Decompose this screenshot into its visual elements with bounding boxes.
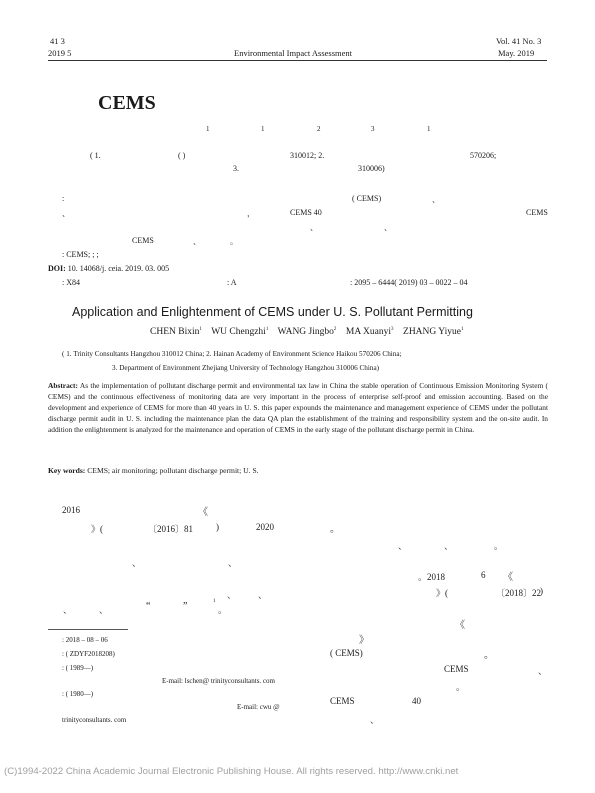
body-text: ” xyxy=(183,601,188,612)
cn-abstract-text: CEMS 40 xyxy=(290,208,322,217)
header-date: May. 2019 xyxy=(498,48,535,58)
body-text: 、 xyxy=(370,715,380,725)
cn-abstract-text: 、 xyxy=(62,209,70,218)
header-volume: Vol. 41 No. 3 xyxy=(496,36,542,46)
body-text: 〔2018〕22 xyxy=(496,588,542,598)
body-text: 《 xyxy=(455,620,465,631)
cn-affil-text: 570206; xyxy=(470,151,497,160)
body-text: ) xyxy=(540,586,543,596)
cn-abstract-text: 、 xyxy=(193,237,201,246)
footnote-email2: E-mail: cwu @ xyxy=(237,703,280,711)
body-text: 〔2016〕81 xyxy=(148,524,194,534)
en-author-mark: 1 xyxy=(199,327,202,332)
cn-affil-text: ( 1. xyxy=(90,151,101,160)
doi-value: 10. 14068/j. ceia. 2019. 03. 005 xyxy=(67,264,170,273)
body-text: 》( xyxy=(91,524,103,534)
en-abstract xyxy=(48,380,548,435)
en-title: Application and Enlightenment of CEMS under U. S. Pollutant Permitting xyxy=(72,305,473,319)
cn-keywords: : CEMS; ; ; xyxy=(62,250,99,259)
body-text: 、 xyxy=(227,590,237,600)
body-text: 、 xyxy=(99,605,109,615)
cn-abstract-text: ， xyxy=(247,209,255,218)
footnote-email2-cont: trinityconsultants. com xyxy=(62,716,127,724)
en-affil-line1: ( 1. Trinity Consultants Hangzhou 310012 China; 2. Hainan Academy of Environment Science Haikou 570206 China; xyxy=(62,350,402,358)
cn-author-mark: 1 xyxy=(427,125,431,133)
footnote-author2: : ( 1980—) xyxy=(62,690,94,698)
en-author-name: MA Xuanyi xyxy=(345,327,392,338)
en-keywords xyxy=(48,466,259,475)
body-text: 、 xyxy=(538,666,548,676)
body-text: 、 xyxy=(398,541,408,551)
body-text: CEMS xyxy=(444,664,469,674)
body-text: 》 xyxy=(359,635,369,646)
en-author-mark: 3 xyxy=(391,327,394,332)
body-text: 。 xyxy=(218,605,228,615)
body-text: 。 xyxy=(484,650,494,661)
body-text: CEMS xyxy=(330,696,355,706)
body-text: 、 xyxy=(228,558,238,568)
en-keywords-label: Key words: xyxy=(48,466,86,475)
body-text: 6 xyxy=(481,570,486,580)
cn-abstract-text: ( CEMS) xyxy=(352,194,382,203)
body-text: 《 xyxy=(503,572,513,583)
en-author-mark: 1 xyxy=(265,327,269,332)
body-text: 2016 xyxy=(62,505,80,515)
body-text: 《 xyxy=(198,507,208,518)
header-year-cn: 2019 5 xyxy=(48,48,72,58)
footnote-email1: E-mail: lschen@ trinityconsultants. com xyxy=(162,677,275,685)
body-text: 。 xyxy=(456,682,466,692)
cn-affil-text: 310012; 2. xyxy=(290,151,325,160)
issn-article-number: : 2095 – 6444( 2019) 03 – 0022 – 04 xyxy=(350,278,468,287)
en-author-name: ZHANG Yiyue xyxy=(403,327,461,338)
body-text: “ xyxy=(146,601,151,612)
body-text: 40 xyxy=(412,696,421,706)
clc-number: : X84 xyxy=(62,278,80,287)
body-text: ) xyxy=(216,522,219,532)
footnote-rule xyxy=(48,629,128,630)
cn-affil-text: ( ) xyxy=(178,151,186,160)
cn-title: CEMS xyxy=(98,92,156,114)
cn-affil-text: 3. xyxy=(233,164,239,173)
cn-author-mark: 1 xyxy=(206,125,210,133)
body-text: 、 xyxy=(444,541,454,551)
en-abstract-text: As the implementation of pollutant discharge permit and environmental tax law in China the stable operation of Continuous Emission Monitoring System ( CEMS) and the continuous effectiveness of monitoring data are very important in the process of enterprise self-proof and emission accounting. Based on the development and experience of CEMS for more than 40 years in U. S. this paper expounds the maintenance and management experience of CEMS under the pollutant discharge permit audit in U. S. including the maintenance plan the data QA plan the establishment of the training and responsibility system and the on-site audit. In addition the enlightenment is analyzed for the maintenance and operation of CEMS in the early stage of the pollutant discharge permit in China. xyxy=(48,381,548,434)
en-keywords-text: CEMS; air monitoring; pollutant discharge permit; U. S. xyxy=(85,466,259,475)
en-affil-line2: 3. Department of Environment Zhejiang University of Technology Hangzhou 310006 China) xyxy=(112,364,380,372)
body-text: 、 xyxy=(63,605,73,615)
cn-abstract-text: 、 xyxy=(384,223,392,232)
en-abstract-label: Abstract: xyxy=(48,381,78,390)
en-author-name: WU Chengzhi xyxy=(211,327,266,338)
doi-label: DOI: xyxy=(48,264,66,273)
body-text: 、 xyxy=(132,558,142,568)
cn-abstract-text: CEMS xyxy=(526,208,548,217)
body-citation-mark: 1 xyxy=(213,599,216,604)
en-author-name: CHEN Bixin xyxy=(150,327,200,338)
cn-author-mark: 1 xyxy=(261,125,265,133)
cn-affil-text: 310006) xyxy=(358,164,385,173)
document-code: : A xyxy=(227,278,237,287)
en-author-mark: 2 xyxy=(333,327,337,332)
en-author-name: WANG Jingbo xyxy=(277,327,334,338)
body-text: 。 xyxy=(330,524,340,535)
cn-abstract-text: : xyxy=(62,194,65,203)
footnote-received: : 2018 – 08 – 06 xyxy=(62,636,108,644)
body-text: 。 xyxy=(494,541,504,551)
cn-abstract-text: 、 xyxy=(432,195,440,204)
footnote-author1: : ( 1989—) xyxy=(62,664,94,672)
footnote-fund: : ( ZDYF2018208) xyxy=(62,650,115,658)
body-text: ( CEMS) xyxy=(330,648,363,658)
cn-abstract-text: CEMS xyxy=(132,236,154,245)
header-journal-name: Environmental Impact Assessment xyxy=(234,48,353,58)
body-text: 。2018 xyxy=(418,572,446,582)
doi-line xyxy=(48,264,169,273)
en-author-mark: 1 xyxy=(460,327,464,332)
cn-author-mark: 3 xyxy=(371,125,375,133)
en-authors xyxy=(150,327,463,337)
body-text: 、 xyxy=(258,590,268,600)
header-issue-cn: 41 3 xyxy=(50,36,65,46)
body-text: 2020 xyxy=(256,522,274,532)
cn-abstract-text: 。 xyxy=(230,237,238,246)
copyright-notice: (C)1994-2022 China Academic Journal Electronic Publishing House. All rights reserved. http://www.cnki.net xyxy=(4,766,459,777)
body-text: 》( xyxy=(436,588,448,598)
cn-author-mark: 2 xyxy=(317,125,321,133)
header-rule xyxy=(48,60,547,61)
cn-abstract-text: 、 xyxy=(310,223,318,232)
